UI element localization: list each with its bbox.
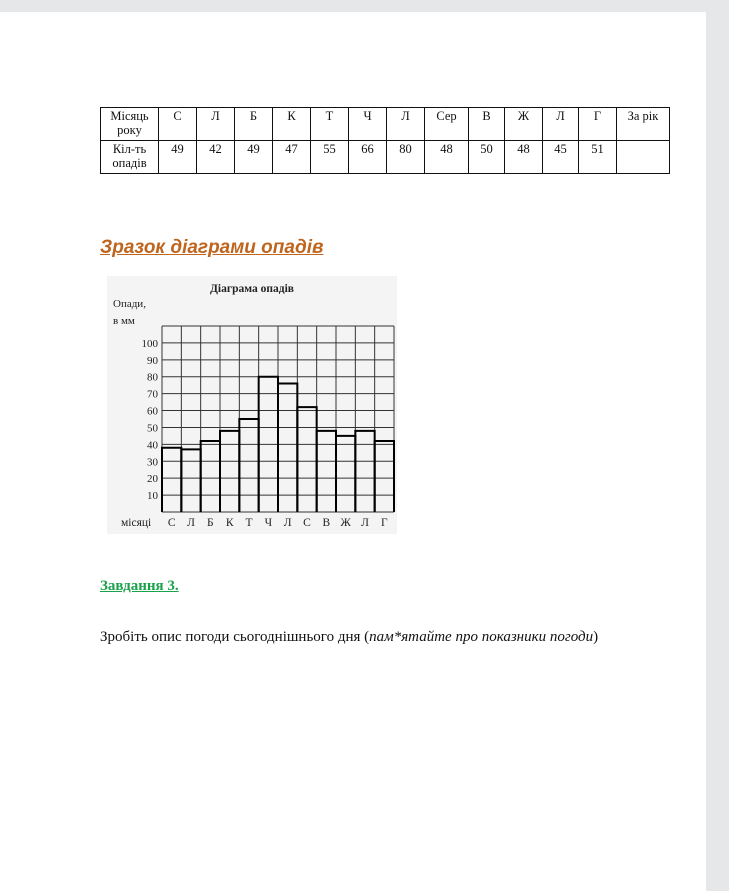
table-header-cell: Місяць року [101,108,159,141]
table-data-cell: 49 [159,141,197,174]
x-tick-label: Ж [340,517,351,529]
y-tick-label: 30 [147,456,158,469]
x-tick-label: Л [187,517,195,529]
x-tick-label: Л [283,517,292,529]
table-header-cell: С [159,108,197,141]
table-header-cell: Ж [505,108,543,141]
table-header-cell: Б [235,108,273,141]
task-title: Завдання 3. [100,578,179,594]
table-data-cell: 48 [505,141,543,174]
table-data-cell: 51 [579,141,617,174]
table-data-cell: 42 [197,141,235,174]
chart-y-label-unit: в мм [113,315,135,327]
table-header-cell: Л [387,108,425,141]
table-data-cell: 45 [543,141,579,174]
table-header-cell: К [273,108,311,141]
y-tick-label: 60 [147,405,158,418]
precipitation-chart [107,276,397,534]
table-data-cell: 50 [469,141,505,174]
y-tick-label: 70 [147,388,158,401]
scroll-gutter [706,12,729,891]
x-tick-label: Т [245,517,253,529]
x-tick-label: Г [381,517,388,529]
table-header-cell: Ч [349,108,387,141]
x-tick-label: Л [361,517,369,529]
task-text-main: Зробіть опис погоди сьогоднішнього дня ( [100,629,370,645]
table-header-cell: Г [579,108,617,141]
y-tick-label: 90 [147,354,158,367]
precipitation-table [100,107,670,174]
table-data-cell: 66 [349,141,387,174]
chart-y-label: Опади, [113,298,146,310]
x-tick-label: Б [207,517,214,529]
table-data-cell: 47 [273,141,311,174]
table-header-cell: Сер [425,108,469,141]
table-data-cell: 80 [387,141,425,174]
task-text-italic: пам*ятайте про показники погоди [369,629,594,645]
sample-chart-heading: Зразок діаграми опадів [100,237,324,258]
y-tick-label: 50 [147,422,158,435]
table-data-cell: 55 [311,141,349,174]
table-header-cell: В [469,108,505,141]
table-header-cell: За рік [617,108,670,141]
x-tick-label: Ч [264,517,273,529]
y-tick-label: 100 [141,337,158,350]
table-header-cell: Л [543,108,579,141]
y-tick-label: 40 [147,439,158,452]
table-data-cell: Кіл-ть опадів [101,141,159,174]
table-data-cell [617,141,670,174]
y-tick-label: 80 [147,371,158,384]
table-data-row [101,141,670,174]
chart-title: Діаграма опадів [210,283,294,295]
y-tick-label: 20 [147,473,158,486]
task-text-close: ) [593,629,599,645]
table-header-row [101,108,670,141]
x-tick-label: В [322,517,331,529]
x-tick-label: К [225,517,234,529]
table-header-cell: Т [311,108,349,141]
table-data-cell: 48 [425,141,469,174]
x-tick-label: С [303,517,311,529]
table-data-cell: 49 [235,141,273,174]
table-header-cell: Л [197,108,235,141]
y-tick-label: 10 [147,490,158,503]
x-tick-label: С [167,517,176,529]
task-text [100,629,598,646]
chart-x-label: місяці [121,517,152,529]
